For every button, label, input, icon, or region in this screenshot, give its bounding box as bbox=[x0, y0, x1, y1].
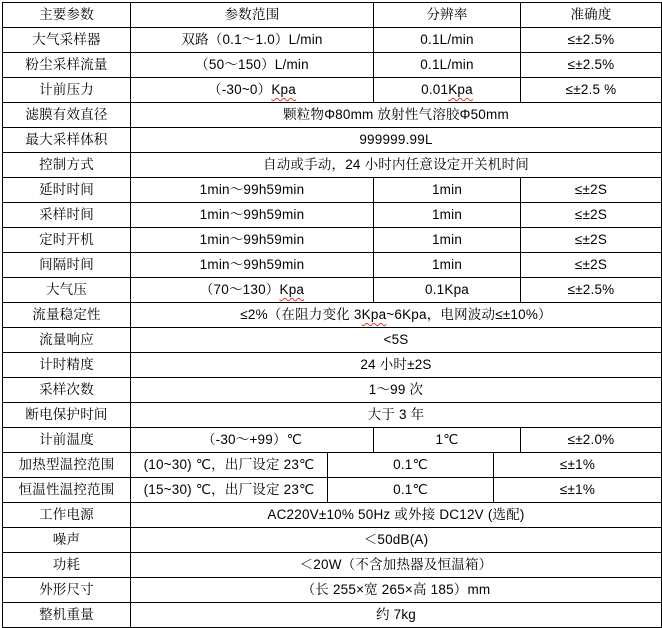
param-name-cell: 计前压力 bbox=[3, 78, 131, 102]
param-name-cell: 滤膜有效直径 bbox=[3, 103, 131, 127]
table-row bbox=[3, 378, 661, 403]
accuracy-cell: ≤±2.5% bbox=[567, 282, 615, 297]
resolution-cell: 0.1℃ bbox=[328, 478, 494, 502]
param-range-cell: （50～150）L/min bbox=[131, 53, 374, 77]
table-row bbox=[3, 478, 661, 503]
table-row bbox=[3, 178, 661, 203]
resolution-cell: 0.01 Kpa bbox=[374, 78, 521, 102]
accuracy-cell: ≤±2S bbox=[574, 232, 608, 247]
param-value-cell: 约 7kg bbox=[375, 607, 417, 622]
resolution-cell: 1min bbox=[374, 228, 521, 252]
param-name-cell: 恒温性温控范围 bbox=[3, 478, 131, 502]
table-row bbox=[3, 253, 661, 278]
param-name-cell: 流量稳定性 bbox=[3, 303, 131, 327]
param-range-cell: 1min～99h59min bbox=[131, 203, 374, 227]
table-row bbox=[3, 303, 661, 328]
table-row bbox=[3, 528, 661, 553]
accuracy-cell: ≤±2.5% bbox=[567, 32, 615, 47]
resolution-cell: 0.1L/min bbox=[374, 53, 521, 77]
header-cell: 准确度 bbox=[570, 7, 612, 22]
table-row bbox=[3, 228, 661, 253]
param-value-cell: 999999.99L bbox=[359, 132, 433, 147]
accuracy-cell: ≤±2S bbox=[574, 257, 608, 272]
param-name-cell: 采样次数 bbox=[3, 378, 131, 402]
param-value-cell: 自动或手动，24 小时内任意设定开关机时间 bbox=[263, 157, 529, 172]
param-name-cell: 计前温度 bbox=[3, 428, 131, 452]
misspelled-word-underline: Kpa bbox=[279, 282, 305, 297]
table-row bbox=[3, 103, 661, 128]
table-row bbox=[3, 203, 661, 228]
param-range-cell: （-30~0） Kpa bbox=[131, 78, 374, 102]
param-name-cell: 计时精度 bbox=[3, 353, 131, 377]
param-name-cell: 加热型温控范围 bbox=[3, 453, 131, 477]
table-row bbox=[3, 578, 661, 603]
resolution-cell: 0.1Kpa bbox=[374, 278, 521, 302]
table-header-row bbox=[3, 3, 661, 28]
table-row bbox=[3, 328, 661, 353]
param-name-cell: 大气压 bbox=[3, 278, 131, 302]
param-name-cell: 大气采样器 bbox=[3, 28, 131, 52]
param-name-cell: 整机重量 bbox=[3, 603, 131, 627]
param-range-cell: 双路（0.1～1.0）L/min bbox=[131, 28, 374, 52]
spec-table bbox=[2, 2, 662, 628]
param-name-cell: 工作电源 bbox=[3, 503, 131, 527]
table-row bbox=[3, 403, 661, 428]
table-row bbox=[3, 28, 661, 53]
param-name-cell: 最大采样体积 bbox=[3, 128, 131, 152]
accuracy-cell: ≤±1% bbox=[559, 482, 596, 497]
accuracy-cell: ≤±1% bbox=[559, 457, 596, 472]
param-value-cell: ≤2%（在阻力变化 3 Kpa ~6Kpa，电网波动≤±10%） bbox=[131, 303, 661, 327]
table-row bbox=[3, 503, 661, 528]
param-range-cell: （70～130） Kpa bbox=[131, 278, 374, 302]
param-range-cell: (10~30) ℃，出厂设定 23℃ bbox=[131, 453, 328, 477]
accuracy-cell: ≤±2.5% bbox=[567, 57, 615, 72]
param-value-cell: AC220V±10% 50Hz 或外接 DC12V (选配) bbox=[267, 507, 525, 522]
param-range-cell: 1min～99h59min bbox=[131, 228, 374, 252]
resolution-cell: 1min bbox=[374, 203, 521, 227]
param-name-cell: 采样时间 bbox=[3, 203, 131, 227]
resolution-cell: 1min bbox=[374, 178, 521, 202]
resolution-cell: 0.1℃ bbox=[328, 453, 494, 477]
table-row bbox=[3, 153, 661, 178]
param-name-cell: 粉尘采样流量 bbox=[3, 53, 131, 77]
accuracy-cell: ≤±2.5 % bbox=[565, 82, 617, 97]
table-row bbox=[3, 128, 661, 153]
table-row bbox=[3, 78, 661, 103]
param-value-cell: <5S bbox=[383, 332, 409, 347]
param-value-cell: 大于 3 年 bbox=[367, 407, 425, 422]
param-name-cell: 功耗 bbox=[3, 553, 131, 577]
param-range-cell: 1min～99h59min bbox=[131, 178, 374, 202]
param-name-cell: 间隔时间 bbox=[3, 253, 131, 277]
param-name-cell: 流量响应 bbox=[3, 328, 131, 352]
misspelled-word-underline: Kpa bbox=[271, 82, 296, 97]
param-value-cell: 24 小时±2S bbox=[360, 357, 432, 372]
param-value-cell: （长 255×宽 265×高 185）mm bbox=[301, 582, 491, 597]
param-range-cell: (15~30) ℃，出厂设定 23℃ bbox=[131, 478, 328, 502]
param-value-cell: 颗粒物Φ80mm 放射性气溶胶Φ50mm bbox=[283, 107, 509, 122]
param-value-cell: 1～99 次 bbox=[368, 382, 424, 397]
accuracy-cell: ≤±2S bbox=[574, 182, 608, 197]
table-row bbox=[3, 428, 661, 453]
param-value-cell: ＜50dB(A) bbox=[363, 532, 429, 547]
table-row bbox=[3, 453, 661, 478]
misspelled-word-underline: Kpa bbox=[448, 82, 473, 97]
table-row bbox=[3, 53, 661, 78]
param-name-cell: 延时时间 bbox=[3, 178, 131, 202]
param-range-cell: （-30～+99）℃ bbox=[131, 428, 374, 452]
param-name-cell: 外形尺寸 bbox=[3, 578, 131, 602]
param-name-cell: 控制方式 bbox=[3, 153, 131, 177]
accuracy-cell: ≤±2S bbox=[574, 207, 608, 222]
table-row bbox=[3, 553, 661, 578]
table-row bbox=[3, 278, 661, 303]
param-name-cell: 断电保护时间 bbox=[3, 403, 131, 427]
header-cell: 主要参数 bbox=[3, 3, 131, 27]
resolution-cell: 0.1L/min bbox=[374, 28, 521, 52]
accuracy-cell: ≤±2.0% bbox=[567, 432, 615, 447]
table-row bbox=[3, 603, 661, 627]
resolution-cell: 1min bbox=[374, 253, 521, 277]
table-row bbox=[3, 353, 661, 378]
param-value-cell: ＜20W（不含加热器及恒温箱） bbox=[299, 557, 493, 572]
header-cell: 分辨率 bbox=[374, 3, 521, 27]
header-cell: 参数范围 bbox=[131, 3, 374, 27]
misspelled-word-underline: Kpa bbox=[361, 307, 387, 322]
param-range-cell: 1min～99h59min bbox=[131, 253, 374, 277]
param-name-cell: 定时开机 bbox=[3, 228, 131, 252]
param-name-cell: 噪声 bbox=[3, 528, 131, 552]
resolution-cell: 1℃ bbox=[374, 428, 521, 452]
